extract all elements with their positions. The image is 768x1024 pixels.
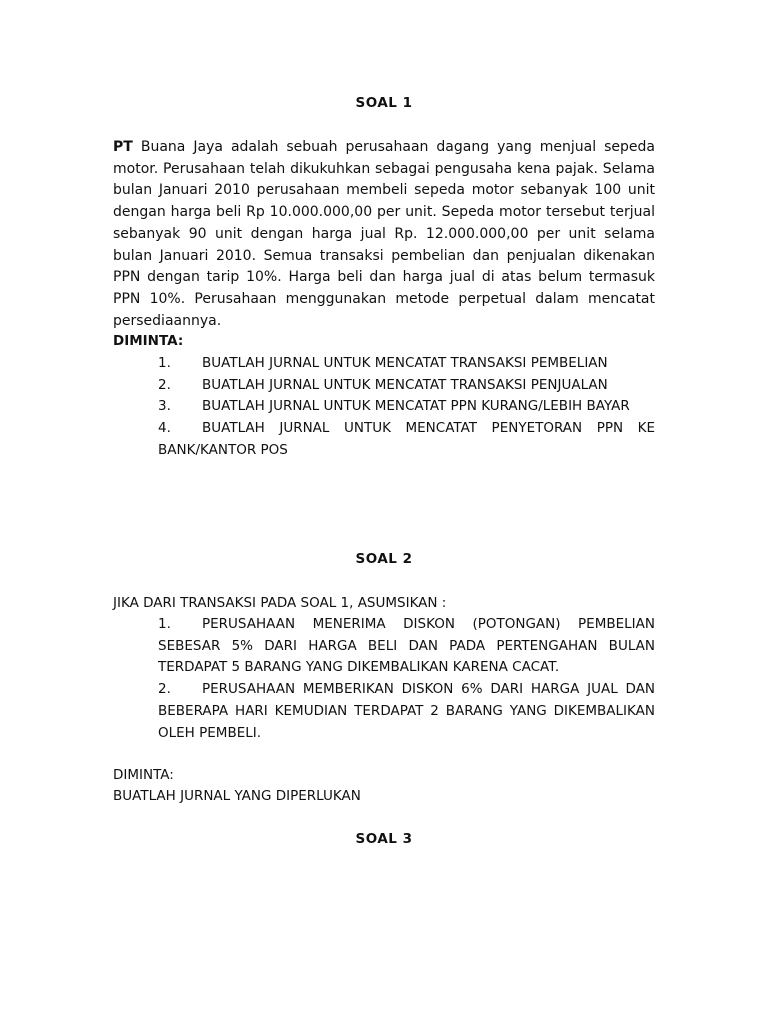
soal-1-task-list <box>158 353 655 462</box>
task-number: 3. <box>158 398 171 415</box>
soal-1-task <box>158 418 655 461</box>
soal-1-heading: SOAL 1 <box>355 95 413 111</box>
task-text: BUATLAH JURNAL UNTUK MENCATAT PENYETORAN PPN KE BANK/KANTOR POS <box>158 420 655 458</box>
assumption-text: PERUSAHAAN MENERIMA DISKON (POTONGAN) PEMBELIAN SEBESAR 5% DARI HARGA BELI DAN PADA PERTENGAHAN BULAN TERDAPAT 5 BARANG YANG DIKEMBALIKAN KARENA CACAT. <box>158 616 655 676</box>
soal-1-task <box>158 396 655 418</box>
soal-1-paragraph <box>113 137 655 332</box>
soal-2-diminta-label: DIMINTA: <box>113 767 174 783</box>
soal-2-heading: SOAL 2 <box>355 551 413 567</box>
soal-1-paragraph-lead: PT <box>113 139 133 155</box>
soal-2-diminta-text: BUATLAH JURNAL YANG DIPERLUKAN <box>113 788 361 804</box>
soal-1-diminta-label: DIMINTA: <box>113 333 184 349</box>
soal-1-task <box>158 353 655 375</box>
soal-2-assumption <box>158 614 655 679</box>
assumption-number: 2. <box>158 681 171 698</box>
soal-2-assumption-list <box>158 614 655 744</box>
soal-2-intro: JIKA DARI TRANSAKSI PADA SOAL 1, ASUMSIKAN : <box>113 595 447 611</box>
task-number: 4. <box>158 420 171 437</box>
soal-2-assumption <box>158 679 655 744</box>
task-number: 1. <box>158 355 171 371</box>
soal-3-heading: SOAL 3 <box>355 831 413 847</box>
task-text: BUATLAH JURNAL UNTUK MENCATAT PPN KURANG/LEBIH BAYAR <box>202 398 630 415</box>
soal-1-paragraph-body: Buana Jaya adalah sebuah perusahaan dagang yang menjual sepeda motor. Perusahaan telah dikukuhkan sebagai pengusaha kena pajak. Selama bulan Januari 2010 perusahaan membeli sepeda motor sebanyak 100 unit dengan harga beli Rp 10.000.000,00 per unit. Sepeda motor tersebut terjual sebanyak 90 unit dengan harga jual Rp. 12.000.000,00 per unit seIama bulan Januari 2010. Semua transaksi pembelian dan penjualan dikenakan PPN dengan tarip 10%. Harga beli dan harga jual di atas belum termasuk PPN 10%. Perusahaan menggunakan metode perpetual dalam mencatat persediaannya. <box>113 139 656 329</box>
assumption-text: PERUSAHAAN MEMBERIKAN DISKON 6% DARI HARGA JUAL DAN BEBERAPA HARI KEMUDIAN TERDAPAT 2 BARANG YANG DIKEMBALIKAN OLEH PEMBELI. <box>158 681 655 741</box>
soal-1-task <box>158 375 655 397</box>
task-text: BUATLAH JURNAL UNTUK MENCATAT TRANSAKSI PENJUALAN <box>202 376 608 393</box>
assumption-number: 1. <box>158 616 171 632</box>
task-text: BUATLAH JURNAL UNTUK MENCATAT TRANSAKSI PEMBELIAN <box>202 355 608 371</box>
task-number: 2. <box>158 376 171 393</box>
